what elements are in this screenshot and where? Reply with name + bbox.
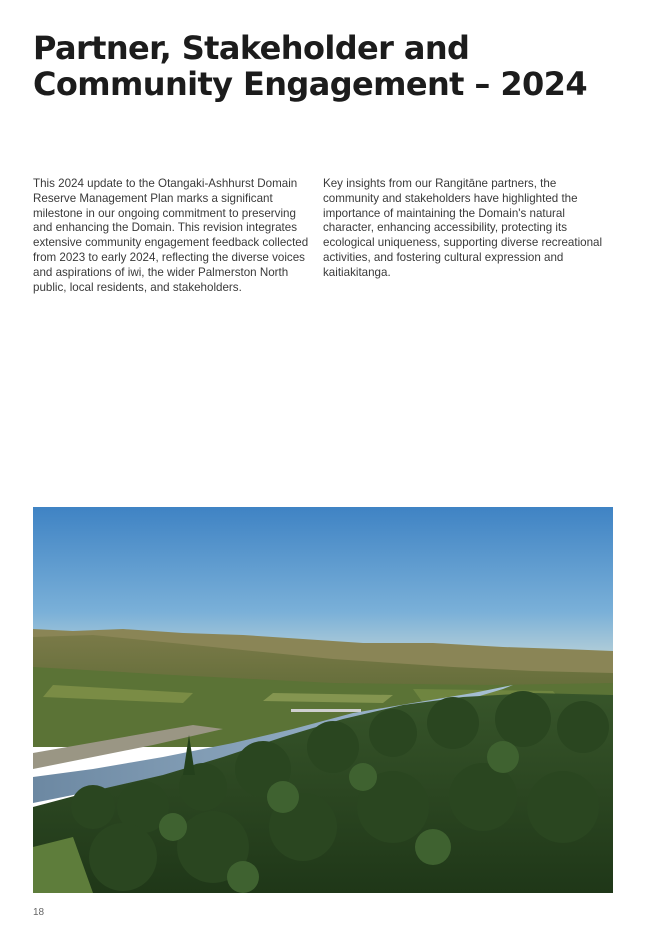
landscape-photo [33,507,613,893]
page-title-line-1: Partner, Stakeholder and [33,29,470,67]
landscape-illustration [33,507,613,893]
intro-paragraph-left: This 2024 update to the Otangaki-Ashhurst Domain Reserve Management Plan marks a significant milestone in our ongoing commitment to preserving and enhancing the Domain. This revision integrates extensive community engagement feedback collected from 2023 to early 2024, reflecting the diverse voices and aspirations of iwi, the wider Palmerston North public, local residents, and stakeholders. [33,177,309,294]
bridge [291,709,361,712]
page-title-line-2: Community Engagement – 2024 [33,65,588,103]
page-number: 18 [33,907,45,918]
page-title [33,30,613,102]
intro-paragraph-right: Key insights from our Rangitāne partners, the community and stakeholders have highlighted the importance of maintaining the Domain's natural character, enhancing accessibility, protecting its ecological uniqueness, supporting diverse recreational activities, and fostering cultural expression and kaitiakitanga. [323,177,603,279]
